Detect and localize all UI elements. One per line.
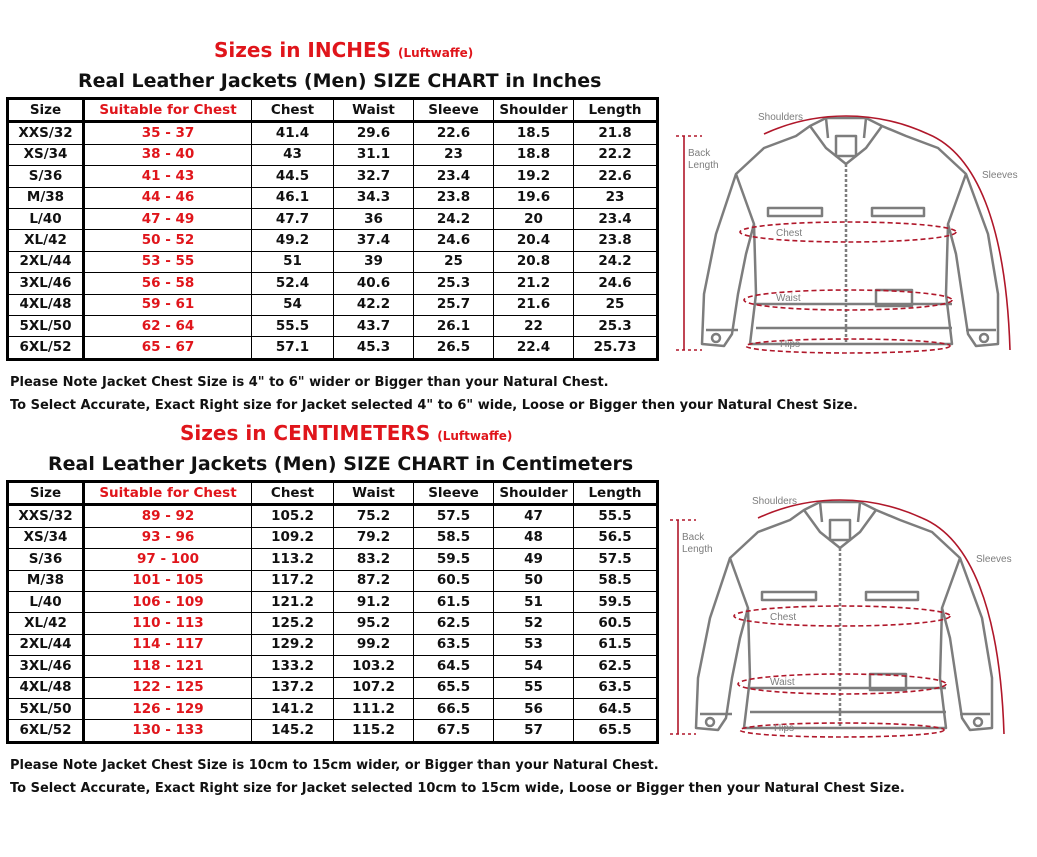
measurement-cell: 32.7 bbox=[334, 166, 414, 187]
measurement-cell: 57 bbox=[494, 720, 574, 742]
measurement-cell: 37.4 bbox=[334, 230, 414, 251]
measurement-cell: 87.2 bbox=[334, 570, 414, 591]
measurement-cell: 25 bbox=[414, 251, 494, 272]
suitable-chest-cell: 126 - 129 bbox=[84, 698, 252, 719]
suitable-chest-cell: 50 - 52 bbox=[84, 230, 252, 251]
measurement-cell: 25.73 bbox=[574, 337, 658, 359]
size-cell: S/36 bbox=[8, 166, 84, 187]
sleeves-label: Sleeves bbox=[982, 170, 1018, 181]
measurement-cell: 95.2 bbox=[334, 613, 414, 634]
measurement-cell: 145.2 bbox=[252, 720, 334, 742]
measurement-cell: 59.5 bbox=[574, 591, 658, 612]
waist-label: Waist bbox=[770, 677, 795, 688]
measurement-cell: 24.6 bbox=[574, 273, 658, 294]
table-row bbox=[8, 187, 658, 208]
column-header: Length bbox=[574, 482, 658, 505]
measurement-cell: 105.2 bbox=[252, 505, 334, 527]
measurement-cell: 24.6 bbox=[414, 230, 494, 251]
table-row bbox=[8, 656, 658, 677]
size-cell: XS/34 bbox=[8, 527, 84, 548]
table-row bbox=[8, 634, 658, 655]
measurement-cell: 66.5 bbox=[414, 698, 494, 719]
measurement-cell: 23.4 bbox=[574, 208, 658, 229]
cm-size-table bbox=[6, 480, 659, 744]
suitable-chest-cell: 110 - 113 bbox=[84, 613, 252, 634]
waist-label: Waist bbox=[776, 293, 801, 304]
measurement-cell: 34.3 bbox=[334, 187, 414, 208]
measurement-cell: 53 bbox=[494, 634, 574, 655]
measurement-cell: 23.8 bbox=[414, 187, 494, 208]
table-row bbox=[8, 720, 658, 742]
measurement-cell: 44.5 bbox=[252, 166, 334, 187]
size-cell: XS/34 bbox=[8, 144, 84, 165]
table-row bbox=[8, 505, 658, 527]
size-cell: XL/42 bbox=[8, 230, 84, 251]
table-row bbox=[8, 527, 658, 548]
measurement-cell: 47 bbox=[494, 505, 574, 527]
hips-label: Hips bbox=[780, 339, 801, 350]
shoulders-label: Shoulders bbox=[758, 112, 804, 123]
cm-note-1: Please Note Jacket Chest Size is 10cm to 15cm wider, or Bigger than your Natural Chest. bbox=[10, 758, 659, 773]
table-row bbox=[8, 570, 658, 591]
measurement-cell: 43 bbox=[252, 144, 334, 165]
inches-title-sub: (Luftwaffe) bbox=[398, 46, 474, 60]
measurement-cell: 65.5 bbox=[414, 677, 494, 698]
table-row bbox=[8, 273, 658, 294]
size-cell: L/40 bbox=[8, 208, 84, 229]
size-cell: XL/42 bbox=[8, 613, 84, 634]
column-header: Waist bbox=[334, 482, 414, 505]
measurement-cell: 117.2 bbox=[252, 570, 334, 591]
back-length-label-1: Back bbox=[682, 532, 705, 543]
measurement-cell: 121.2 bbox=[252, 591, 334, 612]
table-row bbox=[8, 230, 658, 251]
measurement-cell: 125.2 bbox=[252, 613, 334, 634]
measurement-cell: 64.5 bbox=[414, 656, 494, 677]
measurement-cell: 23 bbox=[574, 187, 658, 208]
hips-label: Hips bbox=[774, 723, 795, 734]
column-header: Sleeve bbox=[414, 482, 494, 505]
measurement-cell: 47.7 bbox=[252, 208, 334, 229]
suitable-chest-cell: 118 - 121 bbox=[84, 656, 252, 677]
inches-title-main: Sizes in INCHES bbox=[214, 38, 392, 62]
measurement-cell: 55 bbox=[494, 677, 574, 698]
suitable-chest-cell: 130 - 133 bbox=[84, 720, 252, 742]
measurement-cell: 65.5 bbox=[574, 720, 658, 742]
measurement-cell: 52 bbox=[494, 613, 574, 634]
measurement-cell: 91.2 bbox=[334, 591, 414, 612]
measurement-cell: 42.2 bbox=[334, 294, 414, 315]
measurement-cell: 58.5 bbox=[414, 527, 494, 548]
measurement-cell: 103.2 bbox=[334, 656, 414, 677]
cm-title-sub: (Luftwaffe) bbox=[437, 429, 513, 443]
measurement-cell: 51 bbox=[252, 251, 334, 272]
measurement-cell: 25.3 bbox=[574, 315, 658, 336]
measurement-cell: 31.1 bbox=[334, 144, 414, 165]
measurement-lines bbox=[676, 116, 1010, 353]
column-header: Shoulder bbox=[494, 99, 574, 122]
cm-title-main: Sizes in CENTIMETERS bbox=[180, 421, 431, 445]
table-row bbox=[8, 698, 658, 719]
suitable-chest-cell: 59 - 61 bbox=[84, 294, 252, 315]
measurement-cell: 22.2 bbox=[574, 144, 658, 165]
measurement-cell: 56 bbox=[494, 698, 574, 719]
back-length-label-1: Back bbox=[688, 148, 711, 159]
suitable-chest-cell: 122 - 125 bbox=[84, 677, 252, 698]
table-row bbox=[8, 337, 658, 359]
measurement-cell: 57.1 bbox=[252, 337, 334, 359]
measurement-cell: 133.2 bbox=[252, 656, 334, 677]
column-header: Suitable for Chest bbox=[84, 482, 252, 505]
suitable-chest-cell: 47 - 49 bbox=[84, 208, 252, 229]
measurement-cell: 63.5 bbox=[414, 634, 494, 655]
suitable-chest-cell: 101 - 105 bbox=[84, 570, 252, 591]
measurement-cell: 26.1 bbox=[414, 315, 494, 336]
measurement-cell: 25 bbox=[574, 294, 658, 315]
measurement-cell: 59.5 bbox=[414, 549, 494, 570]
measurement-cell: 52.4 bbox=[252, 273, 334, 294]
size-cell: 6XL/52 bbox=[8, 720, 84, 742]
size-cell: 3XL/46 bbox=[8, 273, 84, 294]
size-cell: 4XL/48 bbox=[8, 294, 84, 315]
measurement-cell: 64.5 bbox=[574, 698, 658, 719]
measurement-cell: 40.6 bbox=[334, 273, 414, 294]
suitable-chest-cell: 89 - 92 bbox=[84, 505, 252, 527]
measurement-cell: 58.5 bbox=[574, 570, 658, 591]
suitable-chest-cell: 35 - 37 bbox=[84, 122, 252, 144]
measurement-cell: 111.2 bbox=[334, 698, 414, 719]
cm-note-2: To Select Accurate, Exact Right size for Jacket selected 10cm to 15cm wide, Loose or Bigger then your Natural Chest Size. bbox=[10, 781, 905, 796]
measurement-cell: 21.8 bbox=[574, 122, 658, 144]
column-header: Shoulder bbox=[494, 482, 574, 505]
size-cell: 5XL/50 bbox=[8, 315, 84, 336]
table-row bbox=[8, 549, 658, 570]
table-row bbox=[8, 208, 658, 229]
table-row bbox=[8, 591, 658, 612]
measurement-cell: 61.5 bbox=[574, 634, 658, 655]
column-header: Waist bbox=[334, 99, 414, 122]
suitable-chest-cell: 41 - 43 bbox=[84, 166, 252, 187]
measurement-cell: 21.2 bbox=[494, 273, 574, 294]
column-header: Sleeve bbox=[414, 99, 494, 122]
measurement-cell: 20.4 bbox=[494, 230, 574, 251]
column-header: Suitable for Chest bbox=[84, 99, 252, 122]
table-row bbox=[8, 251, 658, 272]
jacket-outline-icon bbox=[702, 118, 998, 346]
measurement-cell: 54 bbox=[494, 656, 574, 677]
suitable-chest-cell: 53 - 55 bbox=[84, 251, 252, 272]
size-cell: L/40 bbox=[8, 591, 84, 612]
cm-title bbox=[180, 421, 512, 445]
measurement-cell: 39 bbox=[334, 251, 414, 272]
measurement-cell: 141.2 bbox=[252, 698, 334, 719]
size-cell: 6XL/52 bbox=[8, 337, 84, 359]
table-row bbox=[8, 677, 658, 698]
table-header-row bbox=[8, 482, 658, 505]
measurement-cell: 24.2 bbox=[414, 208, 494, 229]
inches-title bbox=[214, 38, 473, 62]
column-header: Length bbox=[574, 99, 658, 122]
suitable-chest-cell: 62 - 64 bbox=[84, 315, 252, 336]
size-cell: M/38 bbox=[8, 570, 84, 591]
sleeves-label: Sleeves bbox=[976, 554, 1012, 565]
measurement-cell: 113.2 bbox=[252, 549, 334, 570]
column-header: Chest bbox=[252, 99, 334, 122]
measurement-cell: 18.8 bbox=[494, 144, 574, 165]
column-header: Chest bbox=[252, 482, 334, 505]
chest-label: Chest bbox=[776, 228, 803, 239]
table-row bbox=[8, 315, 658, 336]
measurement-cell: 55.5 bbox=[252, 315, 334, 336]
table-row bbox=[8, 166, 658, 187]
measurement-lines bbox=[670, 500, 1004, 737]
measurement-cell: 61.5 bbox=[414, 591, 494, 612]
measurement-cell: 79.2 bbox=[334, 527, 414, 548]
suitable-chest-cell: 97 - 100 bbox=[84, 549, 252, 570]
inches-note-1: Please Note Jacket Chest Size is 4" to 6" wider or Bigger than your Natural Chest. bbox=[10, 375, 609, 390]
size-cell: M/38 bbox=[8, 187, 84, 208]
measurement-cell: 23.8 bbox=[574, 230, 658, 251]
inches-size-table bbox=[6, 97, 659, 361]
measurement-cell: 107.2 bbox=[334, 677, 414, 698]
measurement-cell: 62.5 bbox=[574, 656, 658, 677]
table-row bbox=[8, 122, 658, 144]
measurement-cell: 43.7 bbox=[334, 315, 414, 336]
measurement-cell: 51 bbox=[494, 591, 574, 612]
measurement-cell: 57.5 bbox=[414, 505, 494, 527]
measurement-cell: 115.2 bbox=[334, 720, 414, 742]
table-row bbox=[8, 144, 658, 165]
measurement-cell: 60.5 bbox=[574, 613, 658, 634]
measurement-cell: 75.2 bbox=[334, 505, 414, 527]
column-header: Size bbox=[8, 99, 84, 122]
size-cell: XXS/32 bbox=[8, 505, 84, 527]
measurement-cell: 129.2 bbox=[252, 634, 334, 655]
measurement-cell: 55.5 bbox=[574, 505, 658, 527]
measurement-cell: 24.2 bbox=[574, 251, 658, 272]
jacket-outline-icon bbox=[696, 502, 992, 730]
measurement-cell: 99.2 bbox=[334, 634, 414, 655]
size-cell: XXS/32 bbox=[8, 122, 84, 144]
measurement-cell: 36 bbox=[334, 208, 414, 229]
size-cell: 4XL/48 bbox=[8, 677, 84, 698]
measurement-cell: 63.5 bbox=[574, 677, 658, 698]
measurement-cell: 20 bbox=[494, 208, 574, 229]
measurement-cell: 56.5 bbox=[574, 527, 658, 548]
jacket-diagram-inches bbox=[676, 104, 1036, 364]
size-cell: S/36 bbox=[8, 549, 84, 570]
measurement-cell: 46.1 bbox=[252, 187, 334, 208]
suitable-chest-cell: 56 - 58 bbox=[84, 273, 252, 294]
measurement-cell: 50 bbox=[494, 570, 574, 591]
back-length-label-2: Length bbox=[688, 160, 719, 171]
suitable-chest-cell: 106 - 109 bbox=[84, 591, 252, 612]
measurement-cell: 57.5 bbox=[574, 549, 658, 570]
measurement-cell: 23 bbox=[414, 144, 494, 165]
size-cell: 3XL/46 bbox=[8, 656, 84, 677]
measurement-cell: 67.5 bbox=[414, 720, 494, 742]
measurement-cell: 41.4 bbox=[252, 122, 334, 144]
suitable-chest-cell: 44 - 46 bbox=[84, 187, 252, 208]
back-length-label-2: Length bbox=[682, 544, 713, 555]
measurement-cell: 83.2 bbox=[334, 549, 414, 570]
measurement-cell: 18.5 bbox=[494, 122, 574, 144]
chest-label: Chest bbox=[770, 612, 797, 623]
measurement-cell: 19.2 bbox=[494, 166, 574, 187]
suitable-chest-cell: 93 - 96 bbox=[84, 527, 252, 548]
table-row bbox=[8, 613, 658, 634]
table-header-row bbox=[8, 99, 658, 122]
measurement-cell: 22.4 bbox=[494, 337, 574, 359]
size-cell: 2XL/44 bbox=[8, 251, 84, 272]
measurement-cell: 29.6 bbox=[334, 122, 414, 144]
measurement-cell: 22.6 bbox=[574, 166, 658, 187]
measurement-cell: 19.6 bbox=[494, 187, 574, 208]
size-cell: 5XL/50 bbox=[8, 698, 84, 719]
measurement-cell: 49 bbox=[494, 549, 574, 570]
measurement-cell: 62.5 bbox=[414, 613, 494, 634]
column-header: Size bbox=[8, 482, 84, 505]
measurement-cell: 54 bbox=[252, 294, 334, 315]
measurement-cell: 22.6 bbox=[414, 122, 494, 144]
measurement-cell: 48 bbox=[494, 527, 574, 548]
measurement-cell: 60.5 bbox=[414, 570, 494, 591]
table-row bbox=[8, 294, 658, 315]
measurement-cell: 49.2 bbox=[252, 230, 334, 251]
jacket-diagram-cm bbox=[670, 488, 1030, 748]
size-cell: 2XL/44 bbox=[8, 634, 84, 655]
measurement-cell: 109.2 bbox=[252, 527, 334, 548]
cm-subtitle: Real Leather Jackets (Men) SIZE CHART in Centimeters bbox=[48, 453, 634, 475]
measurement-cell: 25.3 bbox=[414, 273, 494, 294]
suitable-chest-cell: 38 - 40 bbox=[84, 144, 252, 165]
shoulders-label: Shoulders bbox=[752, 496, 798, 507]
suitable-chest-cell: 114 - 117 bbox=[84, 634, 252, 655]
measurement-cell: 23.4 bbox=[414, 166, 494, 187]
measurement-cell: 25.7 bbox=[414, 294, 494, 315]
measurement-cell: 22 bbox=[494, 315, 574, 336]
measurement-cell: 137.2 bbox=[252, 677, 334, 698]
suitable-chest-cell: 65 - 67 bbox=[84, 337, 252, 359]
measurement-cell: 20.8 bbox=[494, 251, 574, 272]
measurement-cell: 26.5 bbox=[414, 337, 494, 359]
inches-subtitle: Real Leather Jackets (Men) SIZE CHART in Inches bbox=[78, 70, 602, 92]
measurement-cell: 45.3 bbox=[334, 337, 414, 359]
measurement-cell: 21.6 bbox=[494, 294, 574, 315]
inches-note-2: To Select Accurate, Exact Right size for Jacket selected 4" to 6" wide, Loose or Bigger then your Natural Chest Size. bbox=[10, 398, 858, 413]
